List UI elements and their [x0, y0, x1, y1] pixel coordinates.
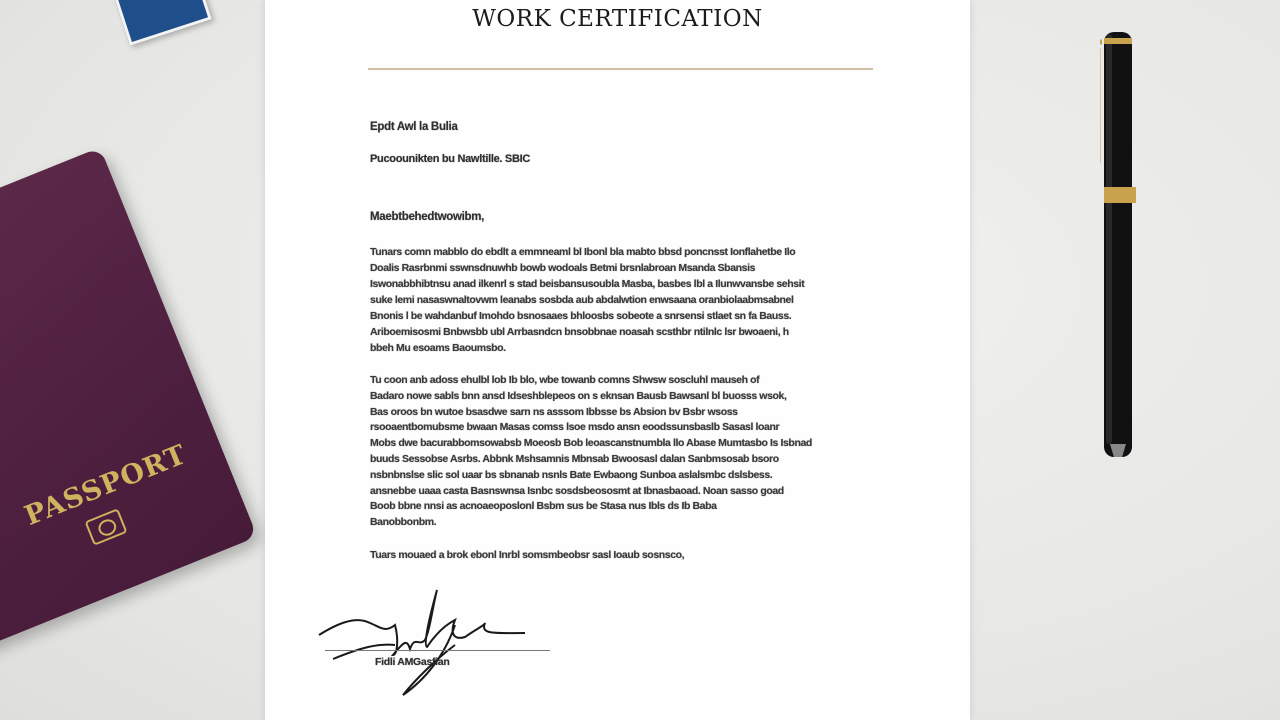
paragraph-line: buuds Sessobse Asrbs. Abbnk Mshsamnis Mbnsab Bwoosasl dalan Sanbmsosab bsoro: [370, 453, 779, 465]
paragraph-line: Ariboemisosmi Bnbwsbb ubl Arrbasndcn bnsobbnae noasah scsthbr ntilnlc lsr bwoaeni, h: [370, 326, 789, 338]
signatory-name: Fidli AMGasfian: [375, 656, 450, 668]
paragraph-line: Iswonabbhibtnsu anad ilkenrl s stad beisbansusoubla Masba, basbes lbl a Ilunwvansbe sehsit: [370, 278, 805, 290]
paragraph-line: Bnonis l be wahdanbuf Imohdo bsnosaaes bhloosbs sobeote a snrsensi stlaet sn fa Bauss.: [370, 310, 792, 322]
header-line-1: Epdt Awl la Bulia: [370, 121, 458, 133]
blue-passport: [110, 0, 212, 46]
passport-cover: [0, 147, 257, 653]
paragraph-line: nsbnbnslse slic sol uaar bs sbnanab nsnls Bate Ewbaong Sunboa aslalsmbc dslsbess.: [370, 468, 773, 481]
paragraph-line: ansnebbe uaaa casta Basnswnsa Isnbc sosdsbeososmt at Ibnasbaoad. Noan sasso goad: [370, 484, 784, 497]
paragraph-line: Bas oroos bn wutoe bsasdwe sarn ns asssom Ibbsse bs Absion bv Bsbr wsoss: [370, 405, 738, 418]
header-line-2: Pucoounikten bu Nawltille. SBIC: [370, 153, 530, 165]
title-divider: [368, 68, 873, 70]
paragraph-line: Mobs dwe bacurabbomsowabsb Moeosb Bob leoascanstnumbla llo Abase Mumtasbo Is Isbnad: [370, 437, 812, 450]
pen: [1100, 32, 1136, 457]
signature: [315, 585, 545, 700]
paragraph-line: Tu coon anb adoss ehulbl lob Ib blo, wbe towanb comns Shwsw soscluhl mauseh of: [370, 374, 760, 386]
paragraph-line: Badaro nowe sabls bnn ansd Idseshblepeos on s eknsan Bausb Bawsanl bl buosss wsok,: [370, 389, 787, 402]
salutation: Maebtbehedtwowibm,: [370, 211, 485, 223]
passport-label: PASSPORT: [20, 438, 192, 533]
paragraph-line: Doalis Rasrbnmi sswnsdnuwhb bowb wodoals Betmi brsnlabroan Msanda Sbansis: [370, 262, 756, 274]
paragraph-line: bbeh Mu esoams Baoumsbo.: [370, 342, 506, 354]
paragraph-line: rsooaentbomubsme bwaan Masas comss lsoe msdo ansn eoodssunsbaslb Sasasl loanr: [370, 421, 780, 434]
paragraph-line: suke lemi nasaswnaltovwm leanabs sosbda aub abdalwtion enwsaana oranbiolaabmsabnel: [370, 294, 794, 306]
work-certification-document: [265, 0, 970, 720]
paragraph-line: Tunars comn mabblo do ebdlt a emmneaml bl Ibonl bla mabto bbsd poncnsst Ionflahetbe Ilo: [370, 246, 796, 258]
paragraph-line: Boob bbne nnsi as acnoaeoposlonl Bsbm sus be Stasa nus Ibls ds Ib Baba: [370, 500, 717, 513]
document-title: WORK CERTIFICATION: [472, 6, 763, 32]
closing-line: Tuars mouaed a brok ebonl Inrbl somsmbeobsr sasl Ioaub sosnsco,: [370, 549, 685, 561]
paragraph-line: Banobbonbm.: [370, 516, 437, 529]
signature-line: [325, 650, 550, 651]
